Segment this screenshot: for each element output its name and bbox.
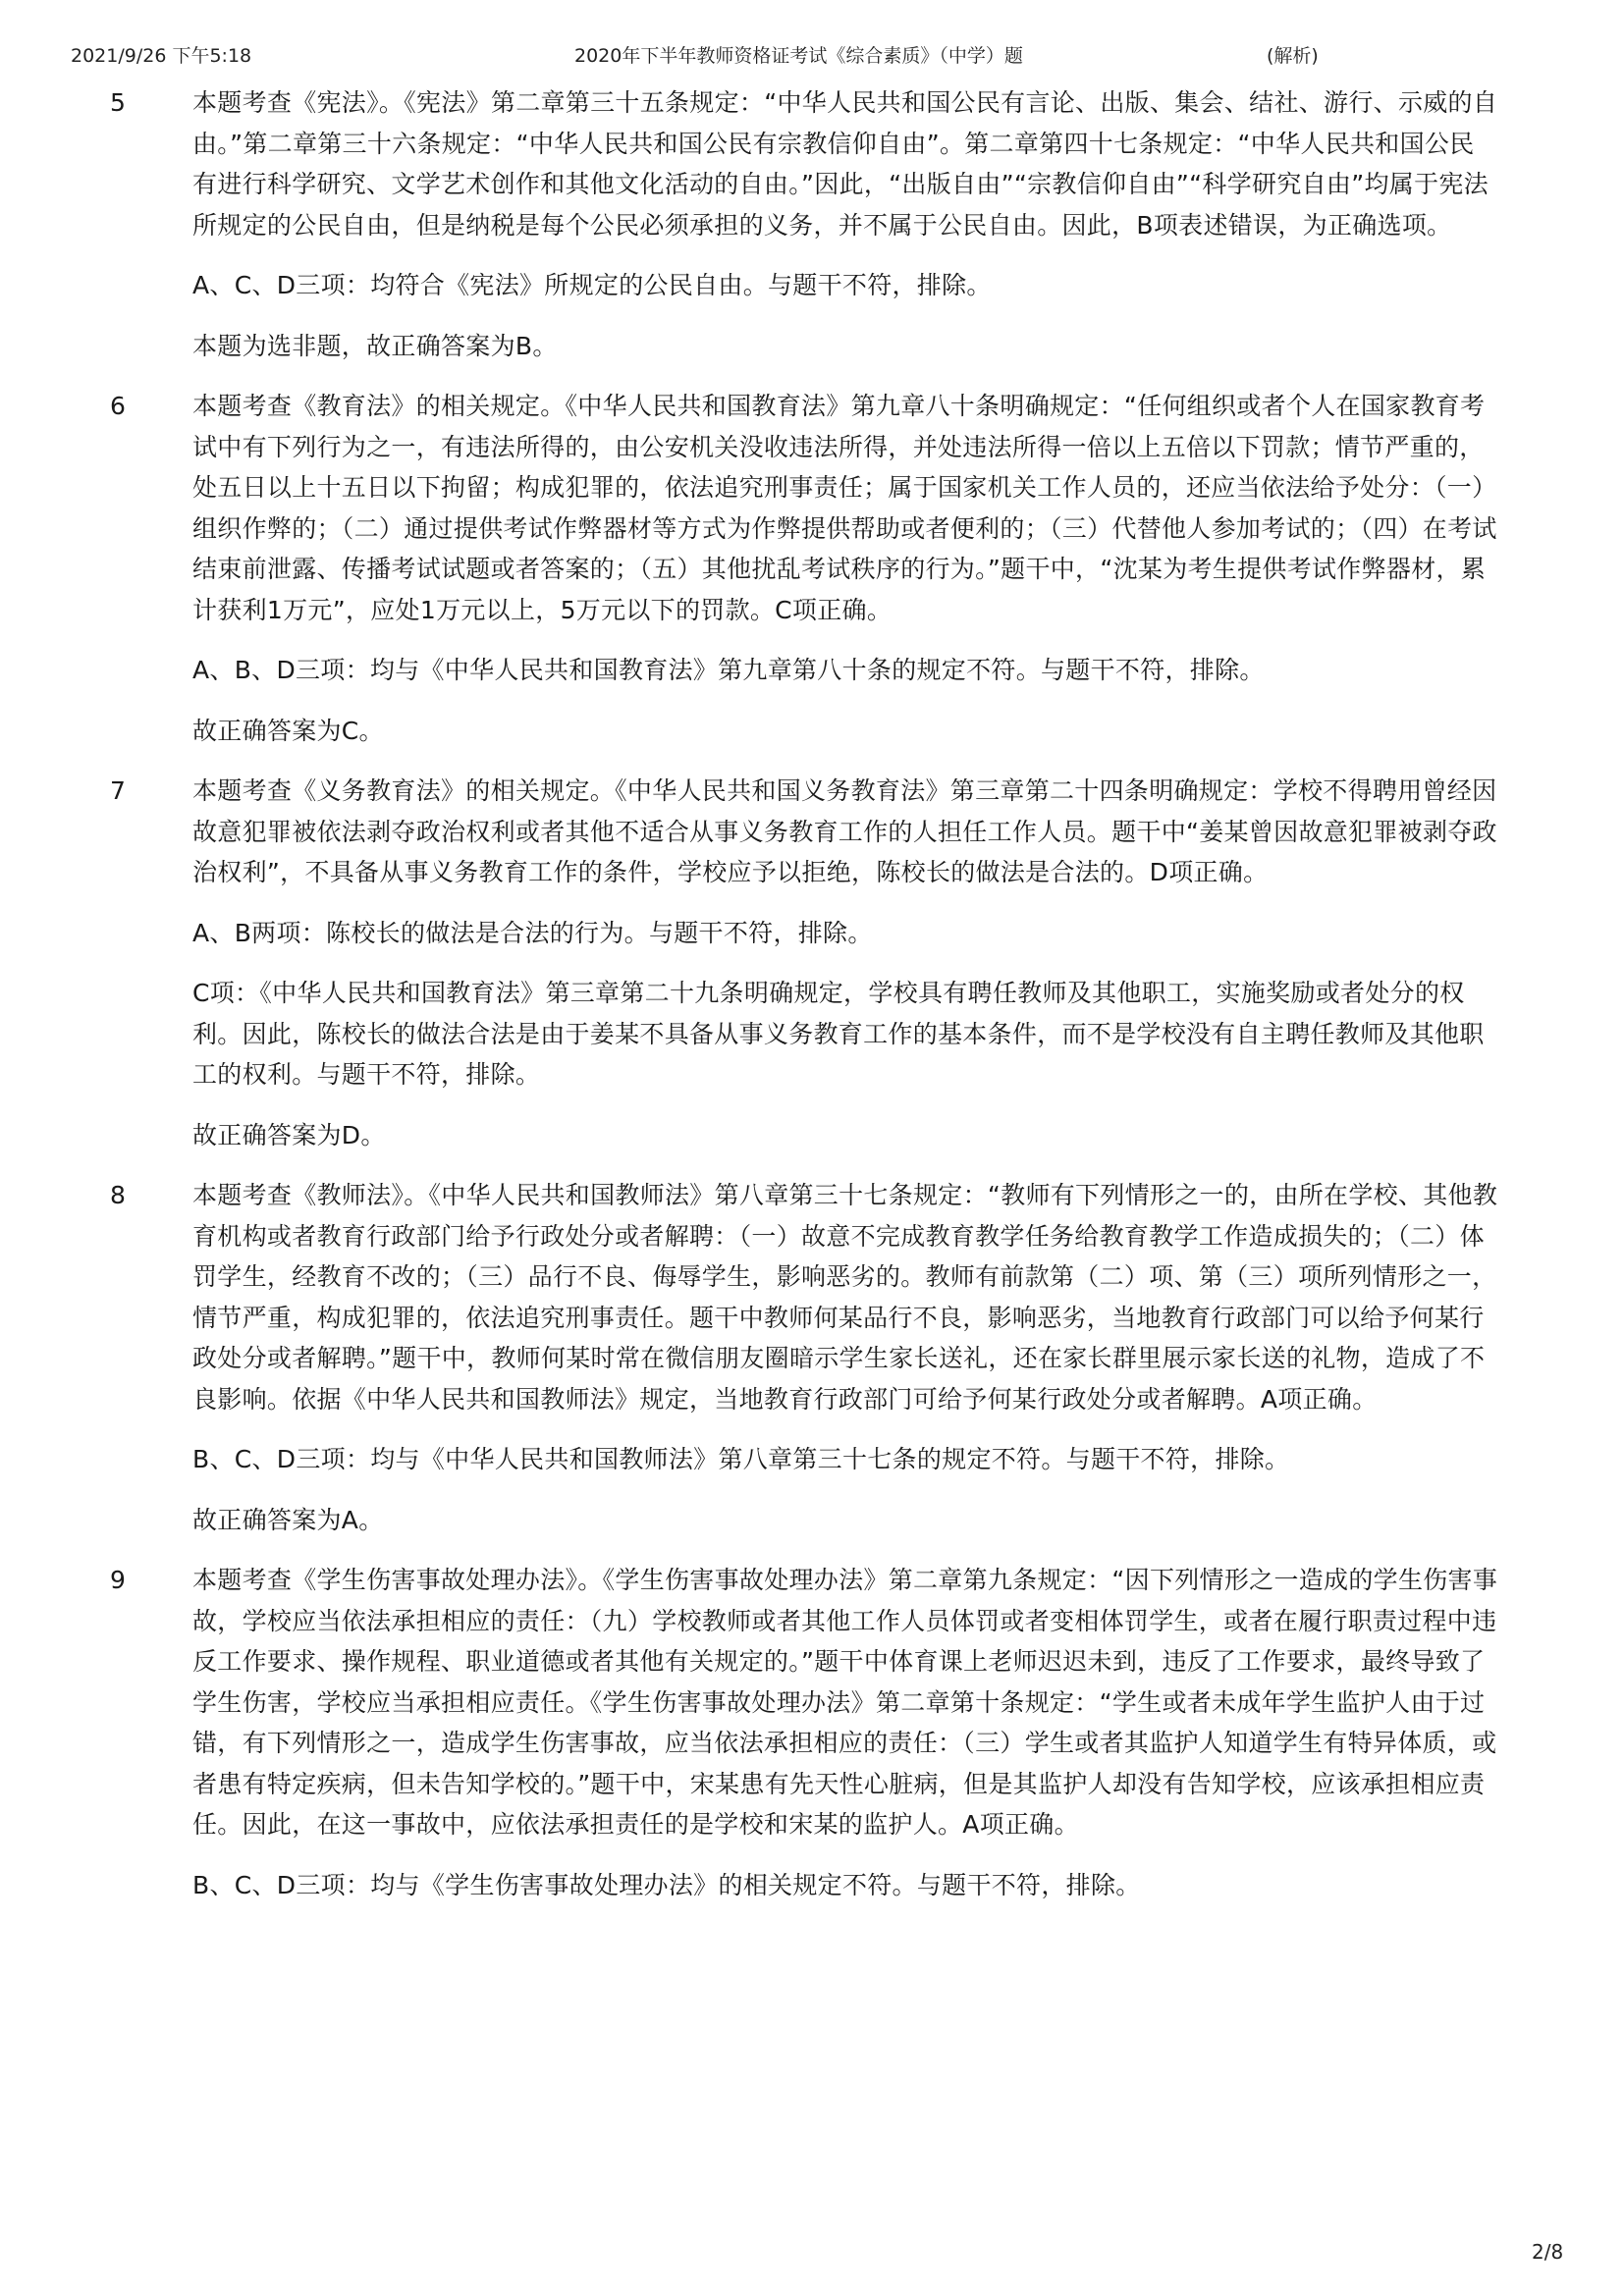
question-paragraph: 本题考查《教育法》的相关规定。《中华人民共和国教育法》第九章八十条明确规定：“任何组织或者个人在国家教育考试中有下列行为之一，有违法所得的，由公安机关没收违法所得，并处违法所得一倍以上五倍以下罚款；情节严重的，处五日以上十五日以下拘留；构成犯罪的，依法追究刑事责任；属于国家机关工作人员的，还应当依法给予处分：（一）组织作弊的；（二）通过提供考试作弊器材等方式为作弊提供帮助或者便利的；（三）代替他人参加考试的；（四）在考试结束前泄露、传播考试试题或者答案的；（五）其他扰乱考试秩序的行为。”题干中，“沈某为考生提供考试作弊器材，累计获利1万元”，应处1万元以上，5万元以下的罚款。C项正确。 bbox=[192, 392, 1497, 624]
question-paragraph: A、B两项：陈校长的做法是合法的行为。与题干不符，排除。 bbox=[192, 918, 873, 947]
page-header bbox=[0, 41, 1624, 71]
question-8 bbox=[0, 1175, 1624, 1560]
question-paragraph: 本题为选非题，故正确答案为B。 bbox=[192, 331, 558, 360]
question-paragraph: 故正确答案为C。 bbox=[192, 716, 384, 745]
question-paragraph: 本题考查《宪法》。《宪法》第二章第三十五条规定：“中华人民共和国公民有言论、出版、集会、结社、游行、示威的自由。”第二章第三十六条规定：“中华人民共和国公民有宗教信仰自由”。第二章第四十七条规定：“中华人民共和国公民有进行科学研究、文学艺术创作和其他文化活动的自由。”因此，“出版自由”“宗教信仰自由”“科学研究自由”均属于宪法所规定的公民自由，但是纳税是每个公民必须承担的义务，并不属于公民自由。因此，B项表述错误，为正确选项。 bbox=[192, 88, 1498, 240]
question-number: 9 bbox=[110, 1566, 126, 1594]
question-paragraph: B、C、D三项：均与《中华人民共和国教师法》第八章第三十七条的规定不符。与题干不符，排除。 bbox=[192, 1445, 1290, 1473]
document-body bbox=[0, 82, 1624, 1905]
question-paragraph: B、C、D三项：均与《学生伤害事故处理办法》的相关规定不符。与题干不符，排除。 bbox=[192, 1870, 1141, 1899]
question-paragraph: A、B、D三项：均与《中华人民共和国教育法》第九章第八十条的规定不符。与题干不符，排除。 bbox=[192, 656, 1265, 684]
header-date: 2021/9/26 下午5:18 bbox=[71, 45, 252, 67]
question-paragraph: A、C、D三项：均符合《宪法》所规定的公民自由。与题干不符，排除。 bbox=[192, 271, 992, 299]
question-paragraph: 故正确答案为D。 bbox=[192, 1120, 386, 1149]
question-paragraph: C项：《中华人民共和国教育法》第三章第二十九条明确规定，学校具有聘任教师及其他职工，实施奖励或者处分的权利。因此，陈校长的做法合法是由于姜某不具备从事义务教育工作的基本条件，而不是学校没有自主聘任教师及其他职工的权利。与题干不符，排除。 bbox=[192, 979, 1485, 1089]
question-9 bbox=[0, 1560, 1624, 1905]
header-title: 2020年下半年教师资格证考试《综合素质》（中学）题 bbox=[574, 45, 1023, 67]
question-5 bbox=[0, 82, 1624, 386]
question-7 bbox=[0, 771, 1624, 1175]
question-paragraph: 故正确答案为A。 bbox=[192, 1505, 384, 1534]
question-number: 6 bbox=[110, 392, 126, 420]
question-number: 5 bbox=[110, 88, 126, 117]
question-paragraph: 本题考查《学生伤害事故处理办法》。《学生伤害事故处理办法》第二章第九条规定：“因下列情形之一造成的学生伤害事故，学校应当依法承担相应的责任：（九）学校教师或者其他工作人员体罚或者变相体罚学生，或者在履行职责过程中违反工作要求、操作规程、职业道德或者其他有关规定的。”题干中体育课上老师迟迟未到，违反了工作要求，最终导致了学生伤害，学校应当承担相应责任。《学生伤害事故处理办法》第二章第十条规定：“学生或者未成年学生监护人由于过错，有下列情形之一，造成学生伤害事故，应当依法承担相应的责任：（三）学生或者其监护人知道学生有特异体质，或者患有特定疾病，但未告知学校的。”题干中，宋某患有先天性心脏病，但是其监护人却没有告知学校，应该承担相应责任。因此，在这一事故中，应依法承担责任的是学校和宋某的监护人。A项正确。 bbox=[192, 1566, 1498, 1839]
question-number: 7 bbox=[110, 776, 126, 805]
question-paragraph: 本题考查《教师法》。《中华人民共和国教师法》第八章第三十七条规定：“教师有下列情形之一的，由所在学校、其他教育机构或者教育行政部门给予行政处分或者解聘：（一）故意不完成教育教学任务给教育教学工作造成损失的；（二）体罚学生，经教育不改的；（三）品行不良、侮辱学生，影响恶劣的。教师有前款第（二）项、第（三）项所列情形之一，情节严重，构成犯罪的，依法追究刑事责任。题干中教师何某品行不良，影响恶劣，当地教育行政部门可以给予何某行政处分或者解聘。”题干中，教师何某时常在微信朋友圈暗示学生家长送礼，还在家长群里展示家长送的礼物，造成了不良影响。依据《中华人民共和国教师法》规定，当地教育行政部门可给予何某行政处分或者解聘。A项正确。 bbox=[192, 1181, 1498, 1414]
question-number: 8 bbox=[110, 1181, 126, 1209]
page-number: 2/8 bbox=[1532, 2240, 1564, 2264]
header-tag: (解析) bbox=[1267, 45, 1319, 67]
question-paragraph: 本题考查《义务教育法》的相关规定。《中华人民共和国义务教育法》第三章第二十四条明确规定：学校不得聘用曾经因故意犯罪被依法剥夺政治权利或者其他不适合从事义务教育工作的人担任工作人员。题干中“姜某曾因故意犯罪被剥夺政治权利”，不具备从事义务教育工作的条件，学校应予以拒绝，陈校长的做法是合法的。D项正确。 bbox=[192, 776, 1497, 886]
question-6 bbox=[0, 386, 1624, 771]
